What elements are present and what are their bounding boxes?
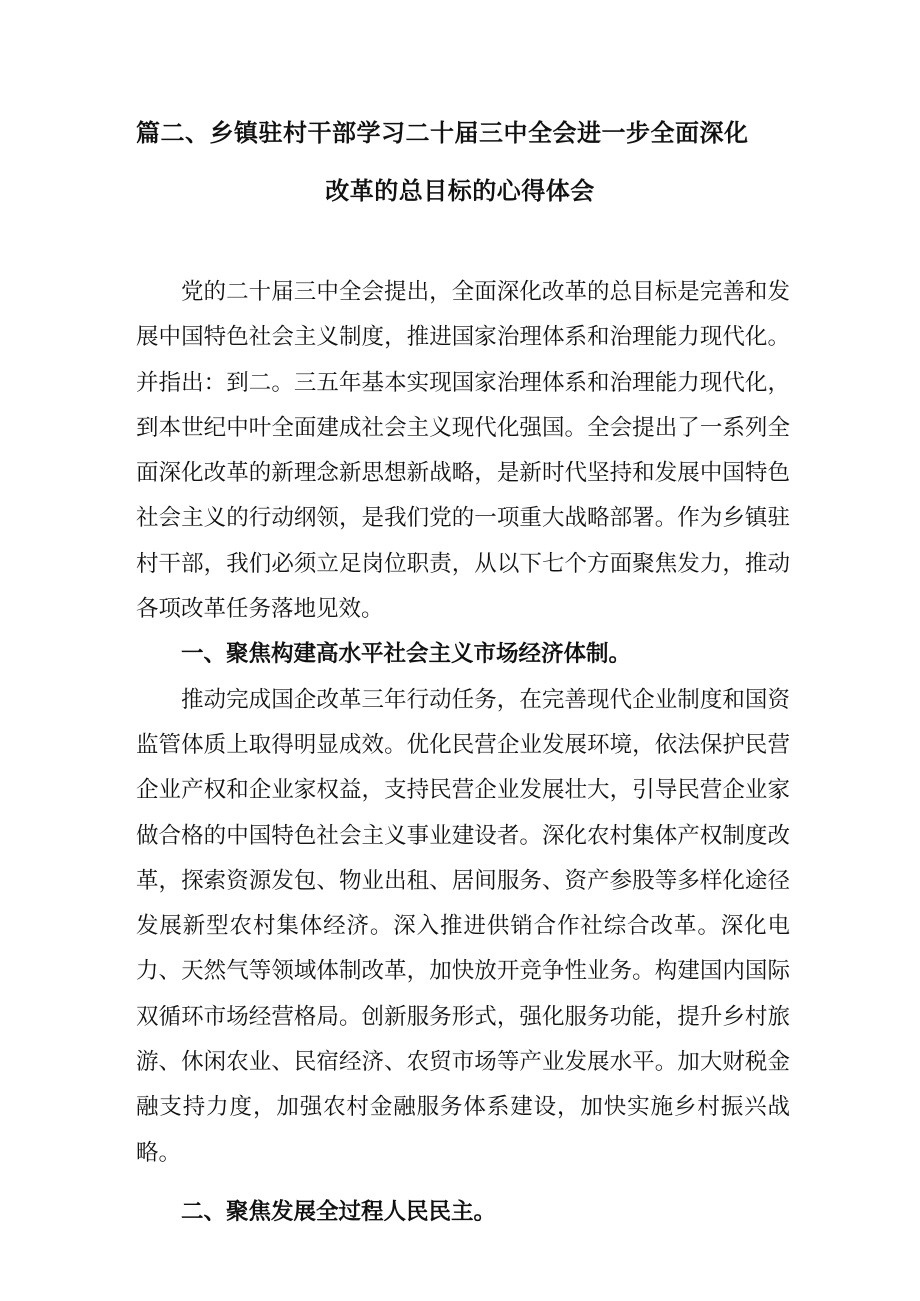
document-title-line-2: 改革的总目标的心得体会 xyxy=(325,176,595,205)
intro-paragraph: 党的二十届三中全会提出，全面深化改革的总目标是完善和发展中国特色社会主义制度，推进国家治理体系和治理能力现代化。并指出：到二。三五年基本实现国家治理体系和治理能力现代化，到本世纪中叶全面建成社会主义现代化强国。全会提出了一系列全面深化改革的新理念新思想新战略，是新时代坚持和发展中国特色社会主义的行动纲领，是我们党的一项重大战略部署。作为乡镇驻村干部，我们必须立足岗位职责，从以下七个方面聚焦发力，推动各项改革任务落地见效。 xyxy=(136,279,790,623)
document-title-line-1: 篇二、乡镇驻村干部学习二十届三中全会进一步全面深化 xyxy=(136,118,749,147)
document-body xyxy=(136,270,790,1235)
section-2-heading: 二、聚焦发展全过程人民民主。 xyxy=(181,1198,497,1225)
section-1-paragraph: 推动完成国企改革三年行动任务，在完善现代企业制度和国资监管体质上取得明显成效。优化民营企业发展环境，依法保护民营企业产权和企业家权益，支持民营企业发展壮大，引导民营企业家做合格的中国特色社会主义事业建设者。深化农村集体产权制度改革，探索资源发包、物业出租、居间服务、资产参股等多样化途径发展新型农村集体经济。深入推进供销合作社综合改革。深化电力、天然气等领域体制改革，加快放开竞争性业务。构建国内国际双循环市场经营格局。创新服务形式，强化服务功能，提升乡村旅游、休闲农业、民宿经济、农贸市场等产业发展水平。加大财税金融支持力度，加强农村金融服务体系建设，加快实施乡村振兴战略。 xyxy=(136,686,790,1166)
section-1-heading: 一、聚焦构建高水平社会主义市场经济体制。 xyxy=(181,641,632,668)
